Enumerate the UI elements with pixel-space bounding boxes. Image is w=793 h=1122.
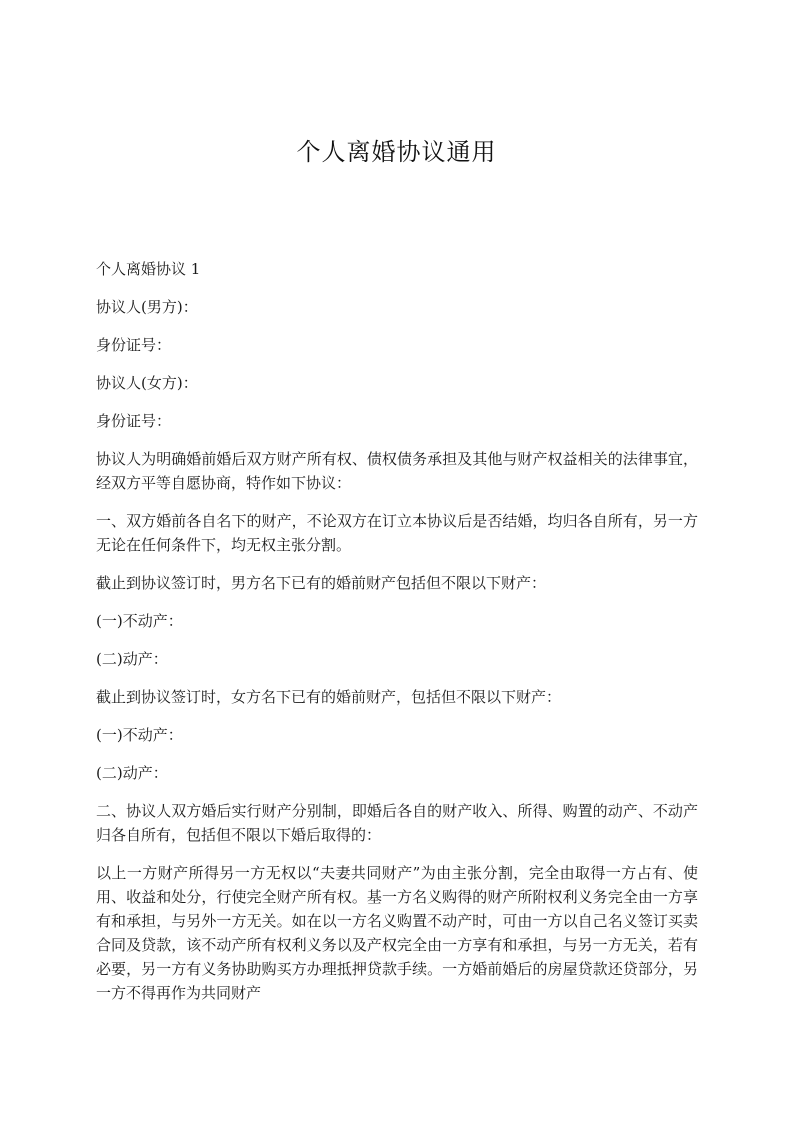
id-number-female-label: 身份证号： [96,412,172,430]
party-female-label: 协议人(女方)： [96,374,198,392]
id-number-male-label: 身份证号： [96,336,172,354]
male-real-estate-item: (一)不动产： [96,612,183,630]
female-real-estate-item: (一)不动产： [96,726,183,744]
female-premarital-property-paragraph: 截止到协议签订时，女方名下已有的婚前财产，包括但不限以下财产： [96,688,562,706]
clause-one-paragraph: 一、双方婚前各自名下的财产，不论双方在订立本协议后是否结婚，均归各自所有，另一方无论在任何条件下，均无权主张分割。 [96,512,698,554]
agreement-heading: 个人离婚协议 1 [96,260,201,278]
document-title: 个人离婚协议通用 [296,138,497,166]
preamble-paragraph: 协议人为明确婚前婚后双方财产所有权、债权债务承担及其他与财产权益相关的法律事宜，经双方平等自愿协商，特作如下协议： [96,450,698,492]
female-movable-property-item: (二)动产： [96,764,168,782]
male-premarital-property-paragraph: 截止到协议签订时，男方名下已有的婚前财产包括但不限以下财产： [96,574,547,592]
clause-two-paragraph: 二、协议人双方婚后实行财产分别制，即婚后各自的财产收入、所得、购置的动产、不动产归各自所有，包括但不限以下婚后取得的： [96,802,698,844]
party-male-label: 协议人(男方)： [96,298,198,316]
document-body [96,257,698,1019]
male-movable-property-item: (二)动产： [96,650,168,668]
property-ownership-paragraph: 以上一方财产所得另一方无权以“夫妻共同财产”为由主张分割，完全由取得一方占有、使用、收益和处分，行使完全财产所有权。基一方名义购得的财产所附权利义务完全由一方享有和承担，与另外一方无关。如在以一方名义购置不动产时，可由一方以自己名义签订买卖合同及贷款，该不动产所有权利义务以及产权完全由一方享有和承担，与另一方无关，若有必要，另一方有义务协助购买方办理抵押贷款手续。一方婚前婚后的房屋贷款还贷部分，另一方不得再作为共同财产 [96,864,698,1002]
